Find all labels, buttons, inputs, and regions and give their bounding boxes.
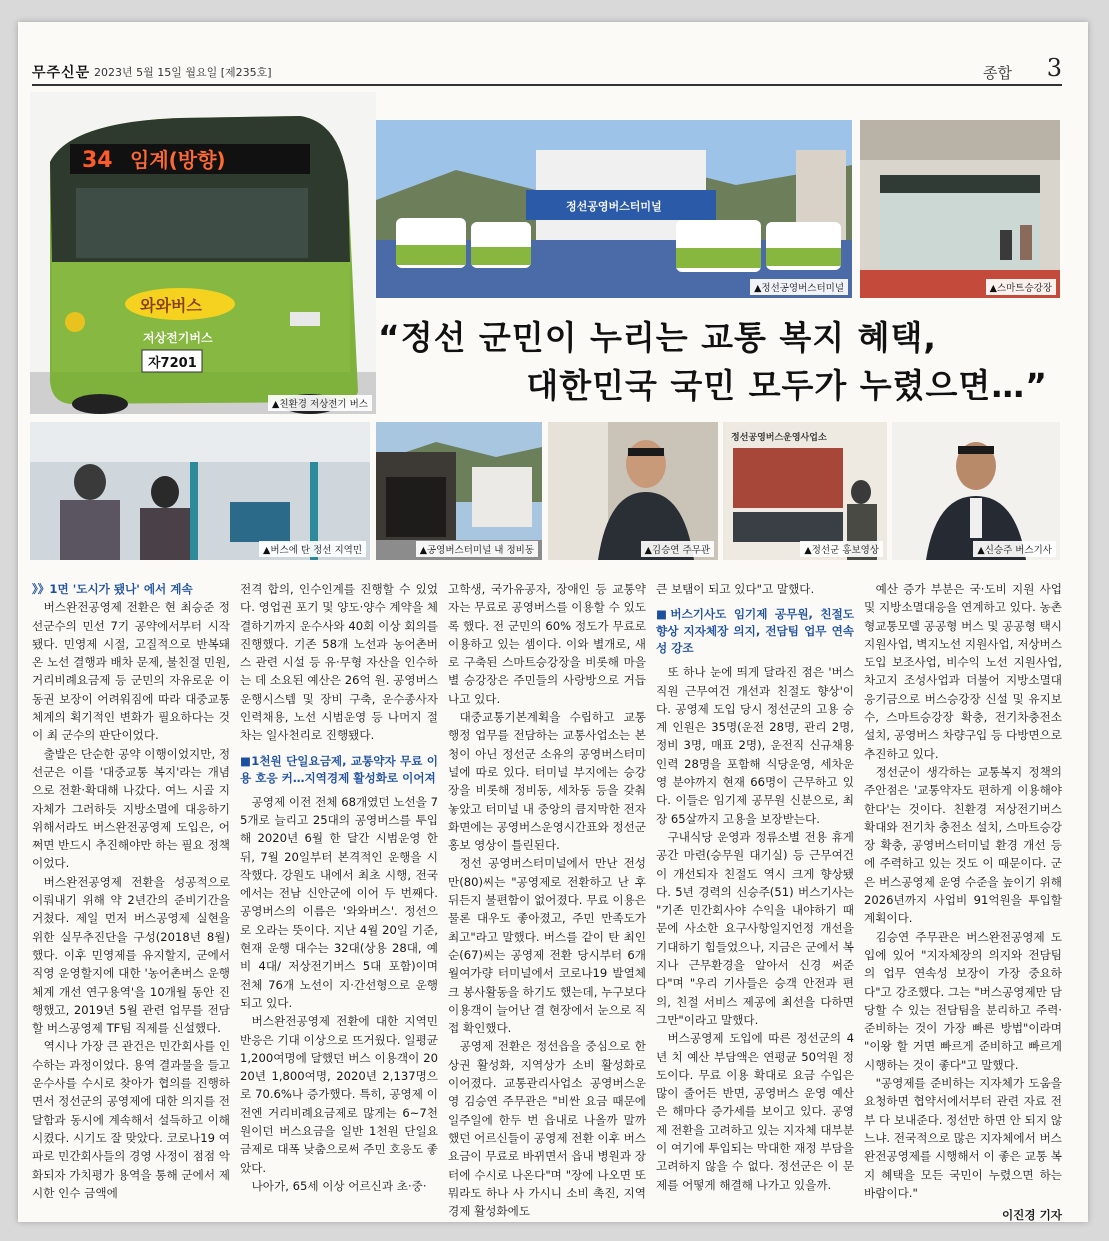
paragraph: 대중교통기본계획을 수립하고 교통행정 업무를 전담하는 교통사업소는 본청이 아닌 정선군 소유의 공영버스터미널에 따로 있다. 터미널 부지에는 승강장을 비롯해 정비동, 세차동 등을 갖춰놓았고 터미널 내 중앙의 큼지막한 전자 화면에는 공영버스운영시간표와 정선군 홍보 영상이 틀린된다. — [448, 710, 646, 853]
caption-official: ▲김승연 주무관 — [641, 541, 714, 557]
bus-label: 저상전기버스 — [143, 331, 213, 345]
subheading-1: ■1천원 단일요금제, 교통약자 무료 이용 호응 커…지역경제 활성화로 이어져 — [240, 753, 438, 785]
promo-sign: 정선공영버스운영사업소 — [731, 433, 827, 443]
bus-illustration — [30, 92, 376, 414]
issue-date: 2023년 5월 15일 월요일 [제235호] — [94, 66, 272, 79]
paragraph: 전격 합의, 인수인계를 진행할 수 있었다. 영업권 포기 및 양도·양수 계약을 체결하기까지 운수사와 40회 이상 회의를 진행했다. 기존 58개 노선과 농어촌버스 관련 시설 등 유·무형 자산을 인수하는 데 소요된 예산은 26억 원. 공영버스 운행시스템 및 장비 구축, 운수종사자 인력채용, 노선 시범운영 등 나머지 절차는 일사천리로 진행됐다. — [240, 582, 438, 743]
section-name: 종합 — [983, 64, 1012, 82]
subheading-2: ■버스기사도 임기제 공무원, 친절도 향상 지자체장 의지, 전담팀 업무 연속성 강조 — [656, 607, 854, 656]
bus-plate: 자7201 — [148, 356, 197, 371]
paragraph: 버스공영제 도입에 따른 정선군의 4년 치 예산 부담액은 연평균 50억원 정도이다. 무료 이용 확대로 요금 수입은 많이 줄어든 반면, 공영버스 운영 예산은 해마다 증가세를 보이고 있다. 공영제 전환을 고려하고 있는 지자체 대부분이 여기에 투입되는 막대한 재정 부담을 고려하지 않을 수 없다. 정선군은 이 문제를 어떻게 해결해 나가고 있을까. — [656, 1031, 854, 1192]
page-header — [32, 54, 1062, 86]
page-number: 3 — [1046, 54, 1062, 82]
photo-bus-driver — [892, 422, 1060, 560]
paragraph: 버스완전공영제 전환은 현 최승준 정선군수의 민선 7기 공약에서부터 시작됐다. 민영제 시절, 고질적으로 반복돼 온 노선 결행과 배차 문제, 불친절 민원, 거리비례요금제 등 군민의 자유로운 이동권 보장이 어려워짐에 따라 대중교통 체계의 획기적인 변화가 필요하다는 것이 최 군수의 판단이었다. — [32, 600, 230, 743]
paragraph: 김승연 주무관은 버스완전공영제 도입에 있어 "지자체장의 의지와 전담팀의 업무 연속성 보장이 가장 중요하다"고 강조했다. 그는 "버스공영제만 담당할 수 있는 전담팀을 분리하고 주력·준비하는 것이 가장 빠른 방법"이라며 "이왕 할 거면 빠르게 준비하고 빠르게 시행하는 것이 좋다"고 말했다. — [864, 929, 1062, 1072]
caption-terminal: ▲정선공영버스터미널 — [750, 279, 848, 295]
byline: 이진경 기자 — [1001, 1208, 1062, 1222]
photo-electric-bus — [30, 92, 376, 414]
newspaper-page — [18, 22, 1088, 1222]
bus-logo: 와와버스 — [140, 296, 202, 315]
column-5 — [864, 580, 1062, 1222]
paragraph: "공영제를 준비하는 지자체가 도움을 요청하면 협약서에서부터 관련 자료 전부 다 보내준다. 정선만 하면 안 되지 않느냐. 전국적으로 많은 지자체에서 버스완전공영제를 시행해서 이 좋은 교통 복지 혜택을 모든 국민이 누렸으면 하는 바람이다." — [864, 1076, 1062, 1200]
article-lead: 》》1면 '도시가 됐나' 에서 계속 — [32, 582, 193, 596]
paragraph: 예산 증가 부분은 국·도비 지원 사업 및 지방소멸대응을 연계하고 있다. 농촌형교통모델 공공형 버스 및 공공형 택시 지원사업, 벽지노선 지원사업, 저상버스 도입 보조사업, 비수익 노선 지원사업, 차고지 조성사업과 더불어 지방소멸대응기금으로 버스승강장 신설 및 유지보수, 스마트승강장 확충, 전기차충전소 설치, 공영버스 차량구입 등 다방면으로 추진하고 있다. — [864, 582, 1062, 761]
terminal-sign: 정선공영버스터미널 — [566, 200, 662, 213]
article-body — [32, 580, 1062, 1222]
paper-name: 무주신문 — [32, 65, 91, 81]
photo-garage — [376, 422, 542, 560]
paragraph: 출발은 단순한 공약 이행이었지만, 정선군은 이를 '대중교통 복지'라는 개념으로 전환·확대해 나갔다. 여느 시골 지자체가 그러하듯 지방소멸에 대응하기 위해서라도 버스완전공영제 도입은, 어쩌면 반드시 추진해야만 하는 필요 정책이었다. — [32, 746, 231, 871]
paragraph: 공영제 이전 전체 68개였던 노선을 75개로 늘리고 25대의 공영버스를 투입해 2020년 6월 한 달간 시범운영 한 뒤, 7월 20일부터 본격적인 운행을 시작했다. 강원도 내에서 최초 시행, 전국에서는 전남 신안군에 이어 두 번째다. 공영버스의 이름은 '와와버스'. 정선으로 오라는 뜻이다. 지난 4월 20일 기준, 현재 운행 대수는 32대(상용 28대, 예비 4대/ 저상전기버스 5대 포함)이며 전체 76개 노선이 지·간선형으로 운행되고 있다. — [240, 794, 438, 1010]
caption-bus: ▲친환경 저상전기 버스 — [268, 395, 372, 411]
garage-illustration — [376, 422, 542, 560]
paragraph: 정선군이 생각하는 교통복지 정책의 주안점은 '교통약자도 편하게 이용해야 한다'는 것이다. 친환경 저상전기버스 확대와 전기차 충전소 설치, 스마트승강장 확충, 공영버스터미널 환경 개선 등에 주력하고 있는 것도 이 때문이다. 군은 버스공영제 운영 수준을 높이기 위해 2026년까지 사업비 91억원을 투입할 계획이다. — [864, 764, 1062, 926]
paragraph: 공영제 전환은 정선읍을 중심으로 한 상권 활성화, 지역상가 소비 활성화로 이어졌다. 교통관리사업소 공영버스운영 김승연 주무관은 "비싼 요금 때문에 일주일에 한두 번 읍내로 나올까 말까 했던 어르신들이 공영제 전환 이후 버스요금이 무료로 바뀌면서 읍내 병원과 장터에 수시로 나온다"며 "장에 나오면 또 뭐라도 하나 사 가시니 소비 촉진, 지역경제 활성화에도 — [448, 1039, 646, 1219]
photo-official — [548, 422, 718, 560]
paragraph: 정선 공영버스터미널에서 만난 전성만(80)씨는 "공영제로 전환하고 난 후 뒤든지 불편함이 없어졌다. 무료 이용은 물론 대우도 좋아졌고, 주민 만족도가 최고"라고 말했다. 버스를 같이 탄 최인순(67)씨는 공영제 전환 당시부터 6개월여가량 터미널에서 코로나19 발열체크 봉사활동을 하기도 했는데, 누구보다 이용객이 늘어난 결 현장에서 눈으로 직접 확인했다. — [448, 856, 646, 1036]
caption-shelter: ▲스마트승강장 — [986, 279, 1056, 295]
photo-riders — [30, 422, 370, 560]
riders-illustration — [30, 422, 370, 560]
headline-line-1: “정선 군민이 누리는 교통 복지 혜택, — [378, 318, 937, 357]
photo-promo-video — [723, 422, 887, 560]
promo-illustration — [723, 422, 887, 560]
paragraph: 또 하나 눈에 띄게 달라진 점은 '버스 직원 근무여건 개선과 친절도 향상'이다. 공영제 도입 당시 정선군의 고용 승계 인원은 35명(운전 28명, 관리 2명, 정비 3명, 매표 2명), 운전직 신규채용 인력 28명을 포함해 식당운영, 세차운영 분야까지 현재 66명이 근무하고 있다. 이들은 임기제 공무원 신분으로, 최장 65살까지 고용을 보장받는다. — [656, 665, 854, 826]
terminal-illustration — [376, 120, 852, 298]
caption-promo: ▲정선군 홍보영상 — [800, 541, 883, 557]
photo-bus-terminal — [376, 120, 852, 298]
bus-route-number: 34 — [82, 148, 113, 173]
driver-illustration — [892, 422, 1060, 560]
column-1 — [32, 580, 230, 1202]
paragraph: 큰 보탬이 되고 있다"고 말했다. — [656, 582, 815, 596]
paragraph: 고학생, 국가유공자, 장애인 등 교통약자는 무료로 공영버스를 이용할 수 있도록 했다. 전 군민의 60% 정도가 무료로 이용하고 있는 셈이다. 이와 별개로, 새로 구축된 스마트승강장을 비롯해 마을별 승강장은 주민들의 사랑방으로 거듭나고 있다. — [448, 582, 646, 706]
bus-destination: 임계(방향) — [130, 148, 226, 172]
paragraph: 나아가, 65세 이상 어르신과 초·중· — [251, 1178, 427, 1193]
column-3 — [448, 580, 646, 1220]
paragraph: 버스완전공영제 전환에 대한 지역민 반응은 기대 이상으로 뜨거웠다. 일평균 1,200여명에 달했던 버스 이용객이 2020년 1,800여명, 2020년 2,137명으로 70.6%나 증가했다. 특히, 공영제 이전엔 거리비례요금제로 많게는 6~7천원이던 버스요금을 일반 1천원 단일요금제로 대폭 낮춤으로써 주민 호응도 좋았다. — [240, 1014, 438, 1175]
shelter-illustration — [860, 120, 1060, 298]
column-2 — [240, 580, 438, 1195]
caption-garage: ▲공영버스터미널 내 정비동 — [416, 541, 538, 557]
caption-riders: ▲버스에 탄 정선 지역민 — [259, 541, 366, 557]
official-illustration — [548, 422, 718, 560]
photo-smart-shelter — [860, 120, 1060, 298]
headline-line-2: 대한민국 국민 모두가 누렸으면…” — [526, 366, 1048, 405]
column-4 — [656, 580, 854, 1194]
paragraph: 구내식당 운영과 정류소별 전용 휴게 공간 마련(승무원 대기실) 등 근무여건이 개선되자 친절도 역시 크게 향상됐다. 5년 경력의 신승주(51) 버스기사는 "기존 민간회사야 수익을 내야하기 때문에 사소한 요구사항일지언정 개선을 기대하기 힘들었으나, 지금은 군에서 복지나 근무환경을 알아서 신경 써준다"며 "우리 기사들은 승객 안전과 편의, 친절 서비스 제공에 최선을 다하면 그만"이라고 말했다. — [656, 829, 854, 1027]
caption-driver: ▲신승주 버스기사 — [973, 541, 1056, 557]
paragraph: 버스완전공영제 전환을 성공적으로 이뤄내기 위해 약 2년간의 준비기간을 거쳤다. 제일 먼저 버스공영제 실현을 위한 실무추진단을 구성(2018년 8월)했다. 이후 민영제를 유지할지, 군에서 직영 운영할지에 대한 '농어촌버스 운행체계 개선 연구용역'을 10개월 동안 진행했고, 2019년 5월 관련 업무를 전담할 버스공영제 TF팀 직제를 신설했다. — [32, 874, 230, 1036]
paragraph: 역시나 가장 큰 관건은 민간회사를 인수하는 과정이었다. 용역 결과물을 들고 운수사를 수시로 찾아가 협의를 진행하면서 정선군의 공영제에 대한 의지를 전달함과 동시에 계속해서 설득하고 이해시켰다. 시기도 잘 맞았다. 코로나19 여파로 민간회사들의 경영 사정이 점점 악화되자 가치평가 용역을 통해 군에서 제시한 인수 금액에 — [32, 1039, 231, 1200]
